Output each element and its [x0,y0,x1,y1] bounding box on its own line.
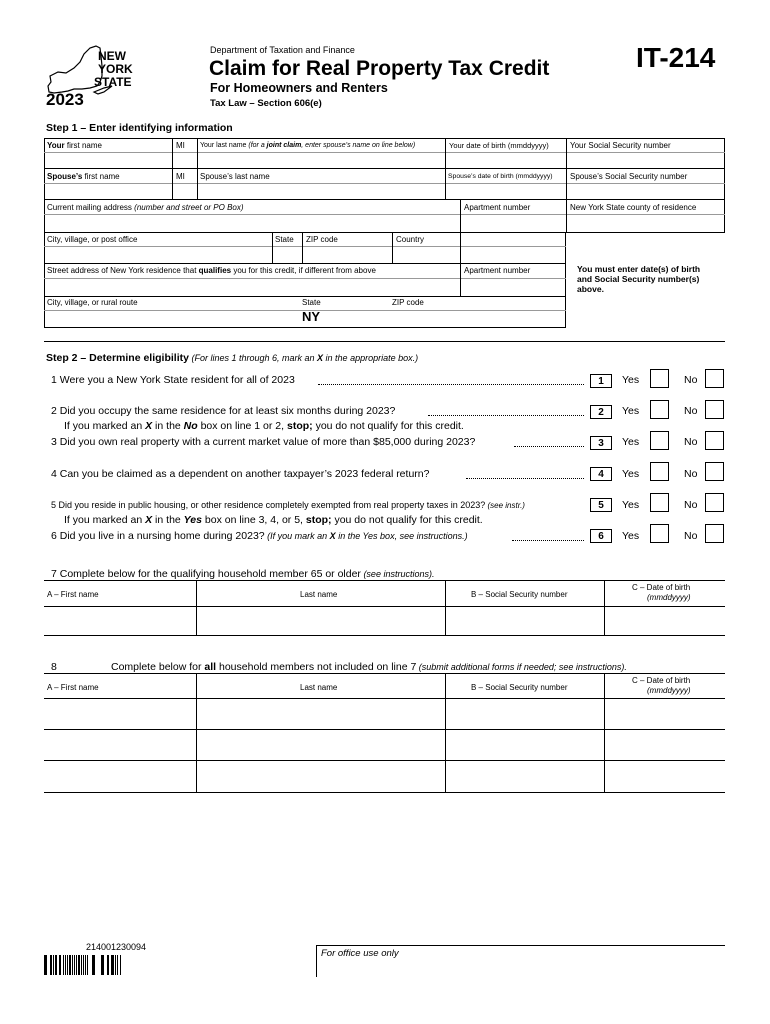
spouse-mi-label: MI [176,172,185,181]
line7-table [44,580,725,636]
spouse-last-name-input[interactable] [198,184,445,199]
street-residence-label: Street address of New York residence that qualifies you for this credit, if different from above [47,266,376,275]
q6-line-number: 6 [590,529,612,543]
q3-line-number: 3 [590,436,612,450]
q1-no-checkbox[interactable] [705,369,724,388]
office-use-top-line [316,945,725,946]
line7-col-last: Last name [300,590,338,599]
line8-number: 8 [51,661,57,673]
line7-text: 7 Complete below for the qualifying household member 65 or older (see instructions). [51,568,435,580]
logo-new: NEW [98,49,126,63]
mailing-address-input[interactable] [45,215,460,232]
your-mi-input[interactable] [173,153,197,168]
line8-col-a: A – First name [47,683,99,692]
q3-text: 3 Did you own real property with a current market value of more than $85,000 during 2023? [51,436,476,448]
line8-row1-last-name-input[interactable] [197,699,445,729]
line8-col-b: B – Social Security number [471,683,568,692]
q1-yes-checkbox[interactable] [650,369,669,388]
line8-row1-ssn-input[interactable] [446,699,604,729]
office-use-left-line [316,945,317,977]
q1-leader [318,384,584,385]
your-last-name-input[interactable] [198,153,445,168]
line7-col-b: B – Social Security number [471,590,568,599]
q5-yes-label: Yes [622,499,640,511]
step1-heading: Step 1 – Enter identifying information [46,122,233,134]
zip2-label: ZIP code [392,298,424,307]
q4-yes-checkbox[interactable] [650,462,669,481]
mi-label: MI [176,141,185,150]
q6-yes-checkbox[interactable] [650,524,669,543]
form-number: IT-214 [636,42,716,73]
state-value-ny: NY [302,309,321,324]
line8-row2-dob-input[interactable] [605,730,725,760]
state-label: State [275,235,294,244]
q4-text: 4 Can you be claimed as a dependent on another taxpayer’s 2023 federal return? [51,468,430,480]
your-first-name-label: Your first name [47,141,102,150]
line8-row3-first-name-input[interactable] [45,761,196,792]
line8-row3-last-name-input[interactable] [197,761,445,792]
logo-york: YORK [98,62,133,76]
line8-table [44,673,725,793]
line8-row1-dob-input[interactable] [605,699,725,729]
q2-line-number: 2 [590,405,612,419]
q3-no-checkbox[interactable] [705,431,724,450]
county-input[interactable] [567,215,724,232]
apartment2-label: Apartment number [464,266,531,275]
zip-input[interactable] [303,247,392,263]
q1-yes-label: Yes [622,374,640,386]
q3-no-label: No [684,436,698,448]
barcode [44,955,194,975]
line8-row3-ssn-input[interactable] [446,761,604,792]
q5-no-label: No [684,499,698,511]
line7-ssn-input[interactable] [446,607,604,635]
tax-law: Tax Law – Section 606(e) [210,98,322,109]
line8-col-c: C – Date of birth [632,676,691,685]
spouse-first-name-input[interactable] [45,184,172,199]
q5-stop-note: If you marked an X in the Yes box on line 3, 4, or 5, stop; you do not qualify for this credit. [64,514,483,526]
q2-leader [428,415,584,416]
q2-yes-label: Yes [622,405,640,417]
county-label: New York State county of residence [570,203,697,212]
q1-no-label: No [684,374,698,386]
q4-no-label: No [684,468,698,480]
line8-row2-first-name-input[interactable] [45,730,196,760]
state-input[interactable] [273,247,302,263]
country-label: Country [396,235,425,244]
q3-leader [514,446,584,447]
line7-dob-input[interactable] [605,607,725,635]
your-last-name-label: Your last name (for a joint claim, enter spouse’s name on line below) [200,142,416,149]
q1-text: 1 Were you a New York State resident for all of 2023 [51,374,295,386]
spouse-dob-input[interactable] [446,184,566,199]
line7-first-name-input[interactable] [45,607,196,635]
city-input[interactable] [45,247,272,263]
q2-stop-note: If you marked an X in the No box on line 1 or 2, stop; you do not qualify for this credit. [64,420,464,432]
apartment-label: Apartment number [464,203,531,212]
form-title: Claim for Real Property Tax Credit [209,57,550,80]
q6-leader [512,540,584,541]
city-label: City, village, or post office [47,235,138,244]
your-dob-input[interactable] [446,153,566,168]
q5-yes-checkbox[interactable] [650,493,669,512]
dob-ssn-note: You must enter date(s) of birth and Social Security number(s) above. [577,264,701,294]
q6-no-checkbox[interactable] [705,524,724,543]
street-residence-input[interactable] [45,279,460,296]
q2-yes-checkbox[interactable] [650,400,669,419]
form-subtitle: For Homeowners and Renters [210,81,388,95]
spouse-mi-input[interactable] [173,184,197,199]
your-ssn-input[interactable] [567,153,724,168]
line8-text: Complete below for all household members not included on line 7 (submit additional forms if needed; see instructions). [111,661,627,673]
barcode-bar [121,955,123,975]
your-ssn-label: Your Social Security number [570,141,671,150]
spouse-ssn-label: Spouse’s Social Security number [570,172,688,181]
barcode-number: 214001230094 [86,942,147,952]
q6-no-label: No [684,530,698,542]
line8-col-c-format: (mmddyyyy) [647,686,691,695]
line8-row1-first-name-input[interactable] [45,699,196,729]
spouse-dob-label: Spouse’s date of birth (mmddyyyy) [448,173,553,180]
q6-yes-label: Yes [622,530,640,542]
q2-no-label: No [684,405,698,417]
step2-heading: Step 2 – Determine eligibility (For lines 1 through 6, mark an X in the appropriate box.) [46,352,419,364]
line7-col-a: A – First name [47,590,99,599]
line7-col-c: C – Date of birth [632,583,691,592]
line8-row3-dob-input[interactable] [605,761,725,792]
line7-last-name-input[interactable] [197,607,445,635]
section-divider [44,341,725,342]
line8-row2-ssn-input[interactable] [446,730,604,760]
q4-line-number: 4 [590,467,612,481]
spouse-last-name-label: Spouse’s last name [200,172,270,181]
spouse-ssn-input[interactable] [567,184,724,199]
your-dob-label: Your date of birth (mmddyyyy) [449,141,549,150]
q2-no-checkbox[interactable] [705,400,724,419]
form-year: 2023 [46,90,84,109]
logo-state: STATE [94,75,132,89]
q5-no-checkbox[interactable] [705,493,724,512]
q5-line-number: 5 [590,498,612,512]
apartment2-input[interactable] [461,279,565,296]
department: Department of Taxation and Finance [210,45,355,55]
line7-col-c-format: (mmddyyyy) [647,593,691,602]
spouse-first-name-label: Spouse’s first name [47,172,120,181]
city-rural-label: City, village, or rural route [47,298,138,307]
apartment-input[interactable] [461,215,566,232]
q4-leader [466,478,584,479]
your-first-name-input[interactable] [45,153,172,168]
q2-text: 2 Did you occupy the same residence for at least six months during 2023? [51,405,396,417]
line8-col-last: Last name [300,683,338,692]
zip-label: ZIP code [306,235,338,244]
country-input[interactable] [393,247,565,263]
line8-row2-last-name-input[interactable] [197,730,445,760]
q4-yes-label: Yes [622,468,640,480]
step1-grid [44,138,725,328]
mailing-address-label: Current mailing address (number and street or PO Box) [47,203,244,212]
q1-line-number: 1 [590,374,612,388]
q5-text: 5 Did you reside in public housing, or other residence completely exempted from real property taxes in 2023? (see instr.) [51,500,525,510]
state2-label: State [302,298,321,307]
q3-yes-checkbox[interactable] [650,431,669,450]
q3-yes-label: Yes [622,436,640,448]
q6-text: 6 Did you live in a nursing home during 2023? (If you mark an X in the Yes box, see instructions.) [51,530,468,542]
office-use-label: For office use only [321,948,399,959]
q4-no-checkbox[interactable] [705,462,724,481]
